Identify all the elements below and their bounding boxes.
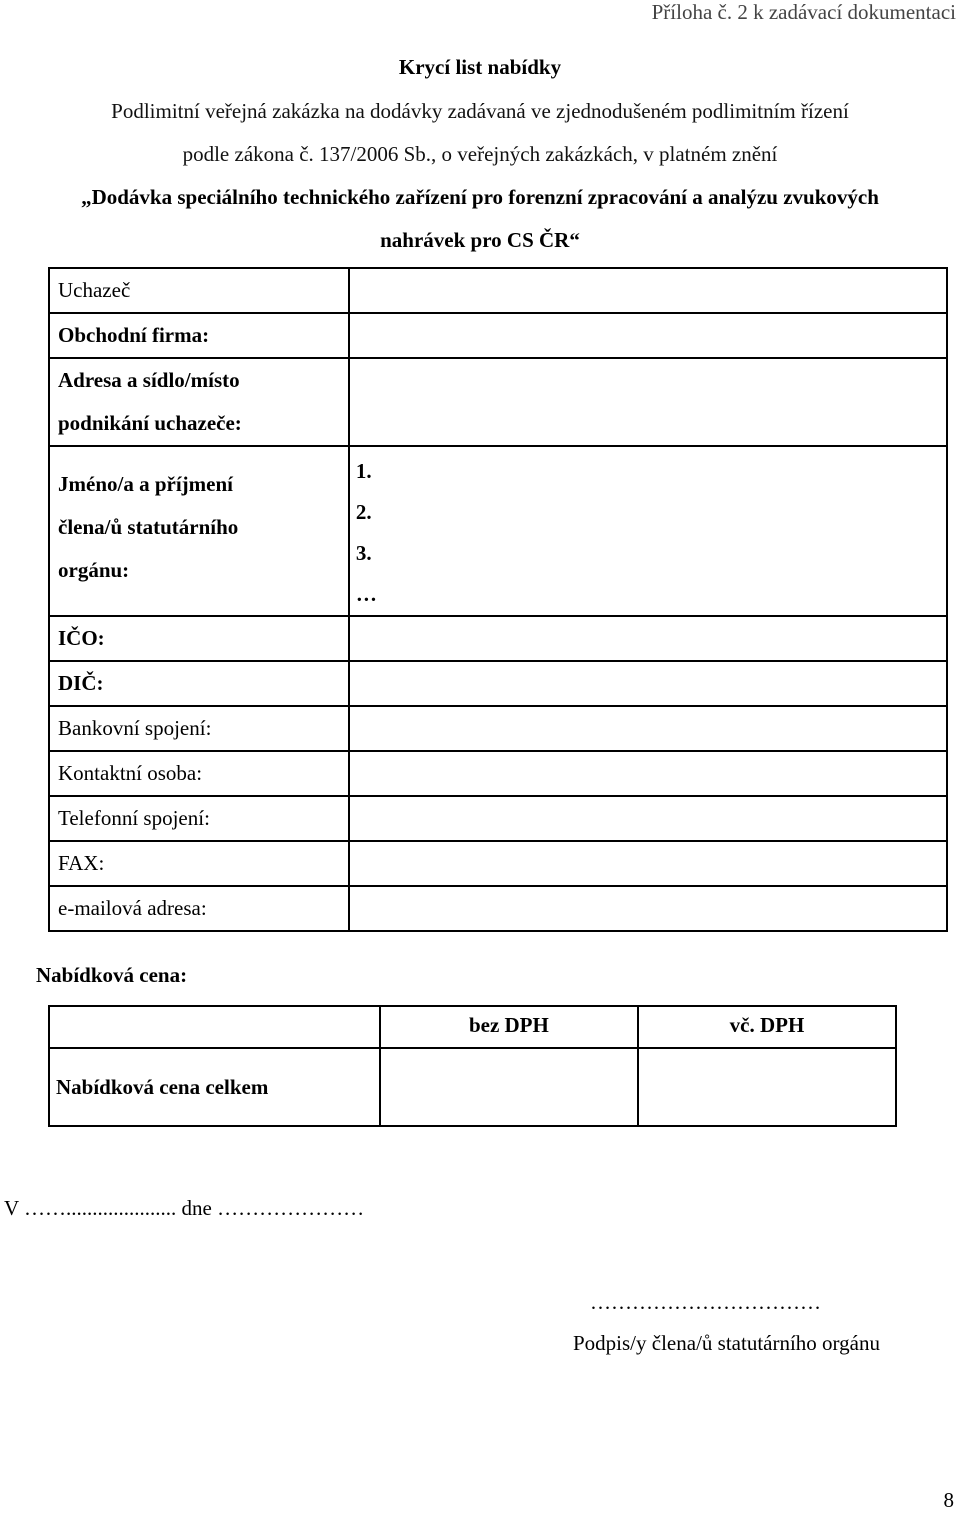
value-bank[interactable] — [349, 706, 947, 751]
row-statutar — [49, 446, 947, 616]
value-contact[interactable] — [349, 751, 947, 796]
value-email[interactable] — [349, 886, 947, 931]
row-adresa — [49, 358, 947, 446]
row-dic — [49, 661, 947, 706]
signature-dots: …………………………… — [590, 1290, 821, 1314]
value-phone[interactable] — [349, 796, 947, 841]
statutar-num-more: … — [355, 582, 377, 606]
price-total-label: Nabídková cena celkem — [49, 1048, 380, 1126]
statutar-num-2: 2. — [355, 500, 372, 524]
label-adresa-1: Adresa a sídlo/místo — [58, 368, 240, 392]
statutar-num-3: 3. — [355, 541, 372, 565]
row-ico — [49, 616, 947, 661]
bidder-table — [48, 267, 948, 932]
value-uchazec[interactable] — [349, 268, 947, 313]
page-number: 8 — [943, 1488, 954, 1512]
label-phone: Telefonní spojení: — [58, 806, 210, 830]
place-date-line: V ……..................... dne ………………… — [4, 1196, 365, 1220]
document-title: Krycí list nabídky — [398, 55, 562, 79]
label-jmeno-2: člena/ů statutárního — [58, 515, 239, 539]
price-header-vc-dph: vč. DPH — [638, 1006, 896, 1048]
value-statutar[interactable] — [349, 446, 947, 616]
value-ico[interactable] — [349, 616, 947, 661]
annex-label: Příloha č. 2 k zadávací dokumentaci — [651, 0, 956, 24]
label-jmeno-1: Jméno/a a příjmení — [58, 472, 233, 496]
label-contact: Kontaktní osoba: — [58, 761, 203, 785]
subtitle-line-2: podle zákona č. 137/2006 Sb., o veřejných zakázkách, v platném znění — [182, 142, 778, 166]
value-adresa[interactable] — [349, 358, 947, 446]
row-email — [49, 886, 947, 931]
value-fax[interactable] — [349, 841, 947, 886]
subtitle-line-1: Podlimitní veřejná zakázka na dodávky zadávaná ve zjednodušeném podlimitním řízení — [111, 99, 849, 123]
label-ico: IČO: — [58, 626, 105, 650]
row-contact — [49, 751, 947, 796]
row-fax — [49, 841, 947, 886]
label-uchazec: Uchazeč — [58, 278, 131, 302]
price-label: Nabídková cena: — [36, 963, 188, 987]
price-total-row — [49, 1048, 896, 1126]
label-jmeno-3: orgánu: — [58, 558, 130, 582]
row-bank — [49, 706, 947, 751]
statutar-num-1: 1. — [355, 459, 372, 483]
project-title-line-2: nahrávek pro CS ČR“ — [380, 228, 580, 252]
row-firma — [49, 313, 947, 358]
label-fax: FAX: — [58, 851, 105, 875]
price-total-bez-dph[interactable] — [380, 1048, 638, 1126]
value-dic[interactable] — [349, 661, 947, 706]
label-firma: Obchodní firma: — [58, 323, 210, 347]
price-table — [48, 1005, 897, 1127]
price-header-bez-dph: bez DPH — [380, 1006, 638, 1048]
project-title-line-1: „Dodávka speciálního technického zařízení pro forenzní zpracování a analýzu zvukových — [81, 185, 879, 209]
signature-label: Podpis/y člena/ů statutárního orgánu — [573, 1331, 880, 1355]
label-bank: Bankovní spojení: — [58, 716, 212, 740]
price-total-vc-dph[interactable] — [638, 1048, 896, 1126]
value-firma[interactable] — [349, 313, 947, 358]
label-email: e-mailová adresa: — [58, 896, 207, 920]
label-adresa-2: podnikání uchazeče: — [58, 411, 242, 435]
row-phone — [49, 796, 947, 841]
row-uchazec — [49, 268, 947, 313]
price-header-row — [49, 1006, 896, 1048]
label-dic: DIČ: — [58, 671, 104, 695]
